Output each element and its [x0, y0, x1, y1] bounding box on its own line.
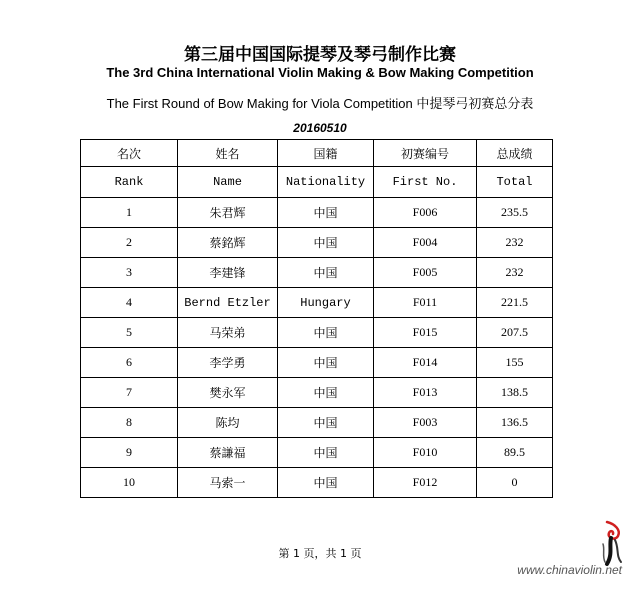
rank-cell: 9	[81, 438, 178, 468]
number-cell: F014	[374, 348, 477, 378]
rank-cell: 1	[81, 198, 178, 228]
total-cell: 0	[477, 468, 553, 498]
col-header-nationality: Nationality	[278, 167, 374, 198]
rank-cell: 7	[81, 378, 178, 408]
page-footer: 第 1 页，共 1 页	[278, 547, 362, 560]
table-row	[81, 228, 553, 258]
number-cell: F005	[374, 258, 477, 288]
nationality-cell: 中国	[278, 348, 374, 378]
nationality-cell: 中国	[278, 258, 374, 288]
nationality-cell: 中国	[278, 438, 374, 468]
nationality-cell: 中国	[278, 468, 374, 498]
col-header-nationality-cn: 国籍	[278, 140, 374, 167]
title-chinese: 第三届中国国际提琴及琴弓制作比赛	[184, 45, 456, 65]
number-cell: F015	[374, 318, 477, 348]
table-row	[81, 378, 553, 408]
subtitle: The First Round of Bow Making for Viola Competition 中提琴弓初赛总分表	[106, 96, 534, 111]
name-cell: 樊永军	[178, 378, 278, 408]
total-cell: 138.5	[477, 378, 553, 408]
date: 20160510	[293, 121, 347, 135]
name-cell: 朱君辉	[178, 198, 278, 228]
header-row-english	[81, 167, 553, 198]
total-cell: 235.5	[477, 198, 553, 228]
results-table	[80, 139, 553, 498]
number-cell: F012	[374, 468, 477, 498]
nationality-cell: 中国	[278, 198, 374, 228]
table-row	[81, 408, 553, 438]
table-row	[81, 198, 553, 228]
col-header-number-cn: 初赛编号	[374, 140, 477, 167]
rank-cell: 8	[81, 408, 178, 438]
name-cell: 马荣弟	[178, 318, 278, 348]
nationality-cell: 中国	[278, 378, 374, 408]
total-cell: 136.5	[477, 408, 553, 438]
table-row	[81, 348, 553, 378]
col-header-total: Total	[477, 167, 553, 198]
rank-cell: 4	[81, 288, 178, 318]
table-row	[81, 438, 553, 468]
col-header-name-cn: 姓名	[178, 140, 278, 167]
nationality-cell: 中国	[278, 228, 374, 258]
total-cell: 232	[477, 228, 553, 258]
number-cell: F006	[374, 198, 477, 228]
violin-scroll-logo-icon	[585, 518, 635, 568]
nationality-cell: 中国	[278, 408, 374, 438]
name-cell: Bernd Etzler	[178, 288, 278, 318]
col-header-rank: Rank	[81, 167, 178, 198]
col-header-rank-cn: 名次	[81, 140, 178, 167]
nationality-cell: 中国	[278, 318, 374, 348]
rank-cell: 6	[81, 348, 178, 378]
total-cell: 155	[477, 348, 553, 378]
header-row-chinese	[81, 140, 553, 167]
total-cell: 232	[477, 258, 553, 288]
col-header-total-cn: 总成绩	[477, 140, 553, 167]
name-cell: 蔡謙福	[178, 438, 278, 468]
number-cell: F010	[374, 438, 477, 468]
number-cell: F004	[374, 228, 477, 258]
total-cell: 89.5	[477, 438, 553, 468]
rank-cell: 2	[81, 228, 178, 258]
number-cell: F003	[374, 408, 477, 438]
name-cell: 陈均	[178, 408, 278, 438]
table-row	[81, 288, 553, 318]
name-cell: 蔡銘辉	[178, 228, 278, 258]
number-cell: F011	[374, 288, 477, 318]
title-english: The 3rd China International Violin Making & Bow Making Competition	[106, 65, 534, 80]
rank-cell: 5	[81, 318, 178, 348]
nationality-cell: Hungary	[278, 288, 374, 318]
name-cell: 马索一	[178, 468, 278, 498]
col-header-name: Name	[178, 167, 278, 198]
watermark: www.chinaviolin.net	[517, 563, 622, 577]
col-header-number: First No.	[374, 167, 477, 198]
rank-cell: 3	[81, 258, 178, 288]
name-cell: 李学勇	[178, 348, 278, 378]
table-row	[81, 468, 553, 498]
total-cell: 207.5	[477, 318, 553, 348]
total-cell: 221.5	[477, 288, 553, 318]
rank-cell: 10	[81, 468, 178, 498]
table-row	[81, 258, 553, 288]
number-cell: F013	[374, 378, 477, 408]
name-cell: 李建锋	[178, 258, 278, 288]
table-row	[81, 318, 553, 348]
